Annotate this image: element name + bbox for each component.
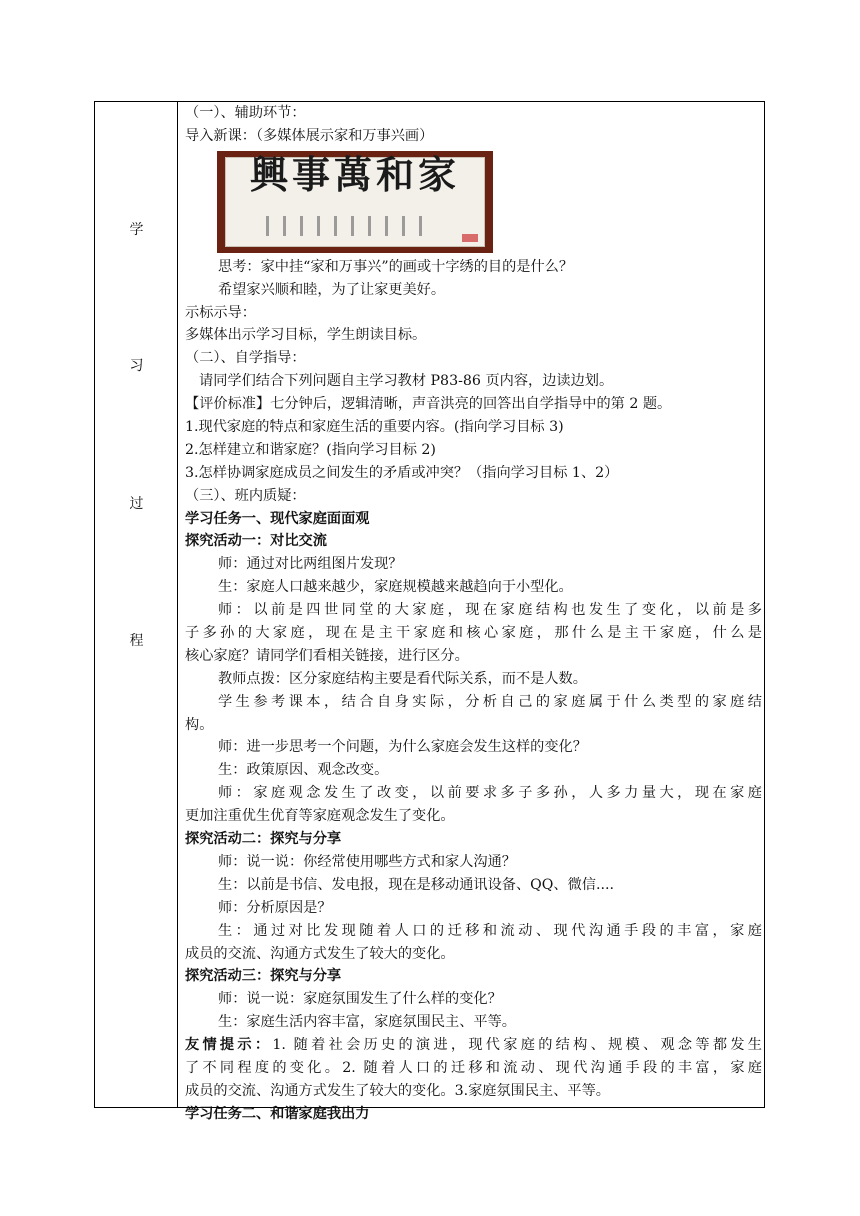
text-line: 更加注重优生优育等家庭观念发生了变化。 — [185, 808, 455, 825]
seal-stamp — [462, 234, 478, 242]
activity-heading: 探究活动二：探究与分享 — [185, 831, 342, 848]
text-line: 成员的交流、沟通方式发生了较大的变化。 — [185, 945, 455, 962]
side-label-1: 学 — [129, 222, 144, 238]
text-line: 导入新课：（多媒体展示家和万事兴画） — [185, 127, 434, 144]
text-line: 了不同程度的变化。2. 随着人口的迁移和流动、现代沟通手段的丰富，家庭 — [185, 1059, 762, 1076]
text-line: 生：家庭人口越来越少，家庭规模越来越趋向于小型化。 — [218, 579, 573, 596]
text-line: （一）、辅助环节： — [185, 105, 306, 121]
activity-heading: 探究活动一：对比交流 — [185, 533, 327, 550]
calligraphy-text: 興事萬和家 — [249, 151, 460, 197]
text-line: 生：通过对比发现随着人口的迁移和流动、现代沟通手段的丰富，家庭 — [218, 922, 762, 939]
text-line: 请同学们结合下列问题自主学习教材 P83-86 页内容，边读边划。 — [199, 373, 614, 390]
text-line: 1.现代家庭的特点和家庭生活的重要内容。(指向学习目标 3) — [185, 419, 564, 436]
text-line: 师：分析原因是？ — [218, 899, 332, 916]
tip-text: 1. 随着社会历史的演进，现代家庭的结构、规模、观念等都发生 — [272, 1037, 762, 1054]
side-label-4: 程 — [129, 633, 144, 649]
text-line: 教师点拨：区分家庭结构主要是看代际关系，而不是人数。 — [218, 670, 587, 687]
lesson-table — [94, 101, 765, 1122]
text-line: 子多孙的大家庭，现在是主干家庭和核心家庭，那什么是主干家庭，什么是 — [185, 625, 762, 642]
text-line: （二）、自学指导： — [185, 350, 306, 367]
section-heading: 学习任务二、和谐家庭我出力 — [185, 1105, 370, 1122]
text-line: 师：家庭观念发生了改变，以前要求多子多孙，人多力量大，现在家庭 — [218, 785, 762, 802]
text-line: 学生参考课本，结合自身实际，分析自己的家庭属于什么类型的家庭结 — [218, 693, 762, 710]
text-line: 师：以前是四世同堂的大家庭，现在家庭结构也发生了变化，以前是多 — [218, 602, 762, 619]
tip-line — [185, 1034, 762, 1057]
text-line: 希望家兴顺和睦，为了让家更美好。 — [218, 281, 446, 298]
text-line: 师：说一说：家庭氛围发生了什么样的变化？ — [218, 991, 502, 1008]
lesson-content — [185, 102, 762, 1126]
side-label-2: 习 — [129, 358, 144, 374]
side-label-3: 过 — [129, 496, 144, 512]
text-line: 生：以前是书信、发电报，现在是移动通讯设备、QQ、微信.... — [218, 876, 614, 893]
calligraphy-inscription — [266, 216, 454, 242]
text-line: 示标示导： — [185, 304, 256, 321]
tip-label: 友情提示： — [185, 1037, 273, 1054]
text-line: （三）、班内质疑： — [185, 487, 306, 504]
text-line: 构。 — [185, 716, 214, 733]
text-line: 生：家庭生活内容丰富，家庭氛围民主、平等。 — [218, 1014, 516, 1031]
calligraphy-picture — [217, 151, 493, 253]
text-line: 核心家庭？请同学们看相关链接，进行区分。 — [185, 647, 469, 664]
text-line: 成员的交流、沟通方式发生了较大的变化。3.家庭氛围民主、平等。 — [185, 1082, 610, 1099]
text-line: 多媒体出示学习目标，学生朗读目标。 — [185, 327, 427, 344]
text-line: 师：说一说：你经常使用哪些方式和家人沟通？ — [218, 853, 516, 870]
text-line: 师：通过对比两组图片发现？ — [218, 556, 403, 573]
text-line: 3.怎样协调家庭成员之间发生的矛盾或冲突？（指向学习目标 1、2） — [185, 464, 619, 481]
text-line: 2.怎样建立和谐家庭？(指向学习目标 2) — [185, 441, 436, 458]
section-heading: 学习任务一、现代家庭面面观 — [185, 510, 370, 527]
stage-column — [95, 102, 178, 1107]
activity-heading: 探究活动三：探究与分享 — [185, 968, 342, 985]
text-line: 【评价标准】七分钟后，逻辑清晰，声音洪亮的回答出自学指导中的第 2 题。 — [185, 396, 672, 413]
text-line: 师：进一步思考一个问题，为什么家庭会发生这样的变化？ — [218, 739, 587, 756]
text-line: 思考：家中挂“家和万事兴”的画或十字绣的目的是什么？ — [218, 258, 574, 275]
text-line: 生：政策原因、观念改变。 — [218, 762, 389, 779]
